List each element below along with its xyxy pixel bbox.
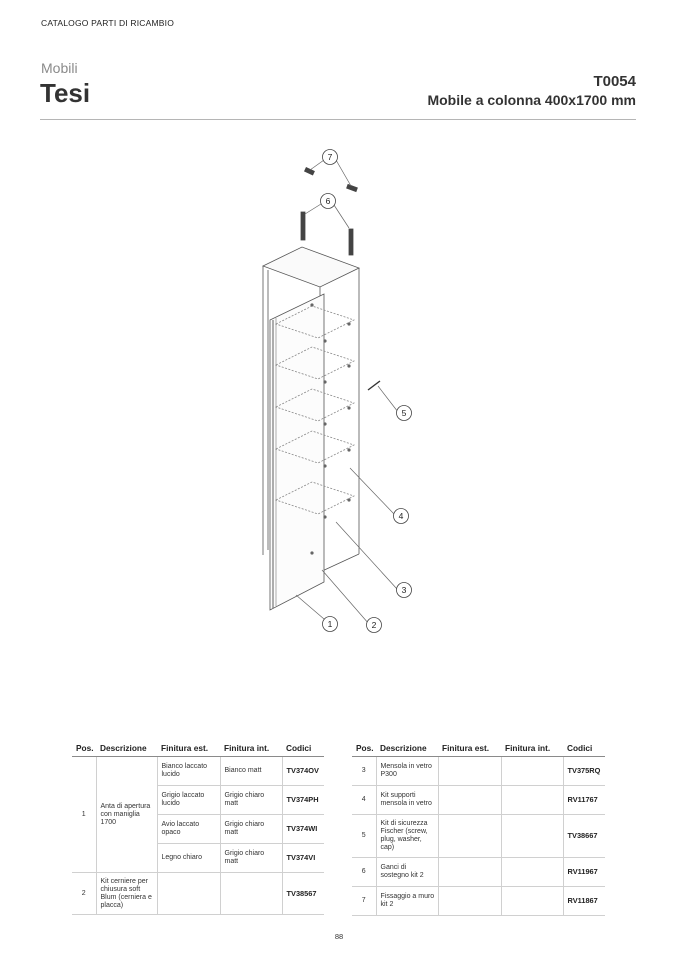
cabinet-top-face [263,247,359,287]
row-code: RV11867 [563,887,605,916]
header-divider [40,119,636,120]
row-description: Kit supporti mensola in vetro [376,786,438,815]
catalog-label: CATALOGO PARTI DI RICAMBIO [41,18,175,28]
row-finish-ext [438,887,501,916]
column-header-codici: Codici [282,740,324,757]
row-code: TV38667 [563,815,605,858]
callout-2: 2 [371,620,377,630]
door-panel [270,294,324,610]
row-finish-int [501,858,563,887]
column-header-codici: Codici [563,740,605,757]
hanging-hook-part [301,212,353,255]
row-pos: 4 [352,786,376,815]
product-brand-title: Tesi [40,78,91,108]
row-code: RV11767 [563,786,605,815]
category-label: Mobili [41,60,78,76]
row-finish-int [501,887,563,916]
wall-fixing-part [305,167,358,191]
row-pos: 7 [352,887,376,916]
row-finish-ext [438,858,501,887]
row-finish-int: Grigio chiaro matt [220,844,282,873]
table-row [352,815,605,858]
page-number: 88 [334,932,344,941]
row-code: TV38567 [282,873,324,915]
row-description: Kit di sicurezza Fischer (screw, plug, washer, cap) [376,815,438,858]
row-finish-ext [438,815,501,858]
column-header-finitura-est: Finitura est. [157,740,220,757]
callout-5: 5 [401,408,407,418]
row-finish-ext [438,757,501,786]
safety-screw-part [368,381,380,390]
row-pos: 6 [352,858,376,887]
column-header-descrizione: Descrizione [376,740,438,757]
table-row [352,858,605,887]
parts-table-left [72,740,324,915]
column-header-pos: Pos. [352,740,376,757]
callout-3: 3 [401,585,407,595]
callout-1: 1 [327,619,333,629]
callout-4: 4 [398,511,404,521]
row-pos: 5 [352,815,376,858]
row-code: RV11967 [563,858,605,887]
product-code: T0054 [593,73,636,90]
table-row [352,887,605,916]
row-code: TV374VI [282,844,324,873]
row-finish-int [501,815,563,858]
row-finish-ext: Bianco laccato lucido [157,757,220,786]
row-finish-int [220,873,282,915]
row-description: Fissaggio a muro kit 2 [376,887,438,916]
row-pos: 2 [72,873,96,915]
table-row [72,873,324,915]
row-finish-int [501,786,563,815]
exploded-view-diagram [240,140,440,640]
callout-6: 6 [325,196,331,206]
row-finish-int: Grigio chiaro matt [220,786,282,815]
row-finish-int: Bianco matt [220,757,282,786]
column-header-finitura-int: Finitura int. [220,740,282,757]
callout-7: 7 [327,152,333,162]
column-header-finitura-int: Finitura int. [501,740,563,757]
table-row [352,786,605,815]
row-code: TV374PH [282,786,324,815]
row-finish-int: Grigio chiaro matt [220,815,282,844]
row-description: Anta di apertura con maniglia 1700 [96,757,157,873]
row-finish-ext: Legno chiaro [157,844,220,873]
table-row [352,757,605,786]
row-pos: 1 [72,757,96,873]
row-description: Ganci di sostegno kit 2 [376,858,438,887]
row-description: Kit cerniere per chiusura soft Blum (cerniera e placca) [96,873,157,915]
row-finish-ext: Grigio laccato lucido [157,786,220,815]
row-finish-ext: Avio laccato opaco [157,815,220,844]
table-row [72,757,324,786]
row-finish-ext [438,786,501,815]
row-pos: 3 [352,757,376,786]
row-finish-ext [157,873,220,915]
column-header-descrizione: Descrizione [96,740,157,757]
row-code: TV374WI [282,815,324,844]
column-header-finitura-est: Finitura est. [438,740,501,757]
row-code: TV375RQ [563,757,605,786]
parts-table-right [352,740,605,916]
row-code: TV374OV [282,757,324,786]
row-finish-int [501,757,563,786]
column-header-pos: Pos. [72,740,96,757]
row-description: Mensola in vetro P300 [376,757,438,786]
product-title: Mobile a colonna 400x1700 mm [427,92,636,108]
